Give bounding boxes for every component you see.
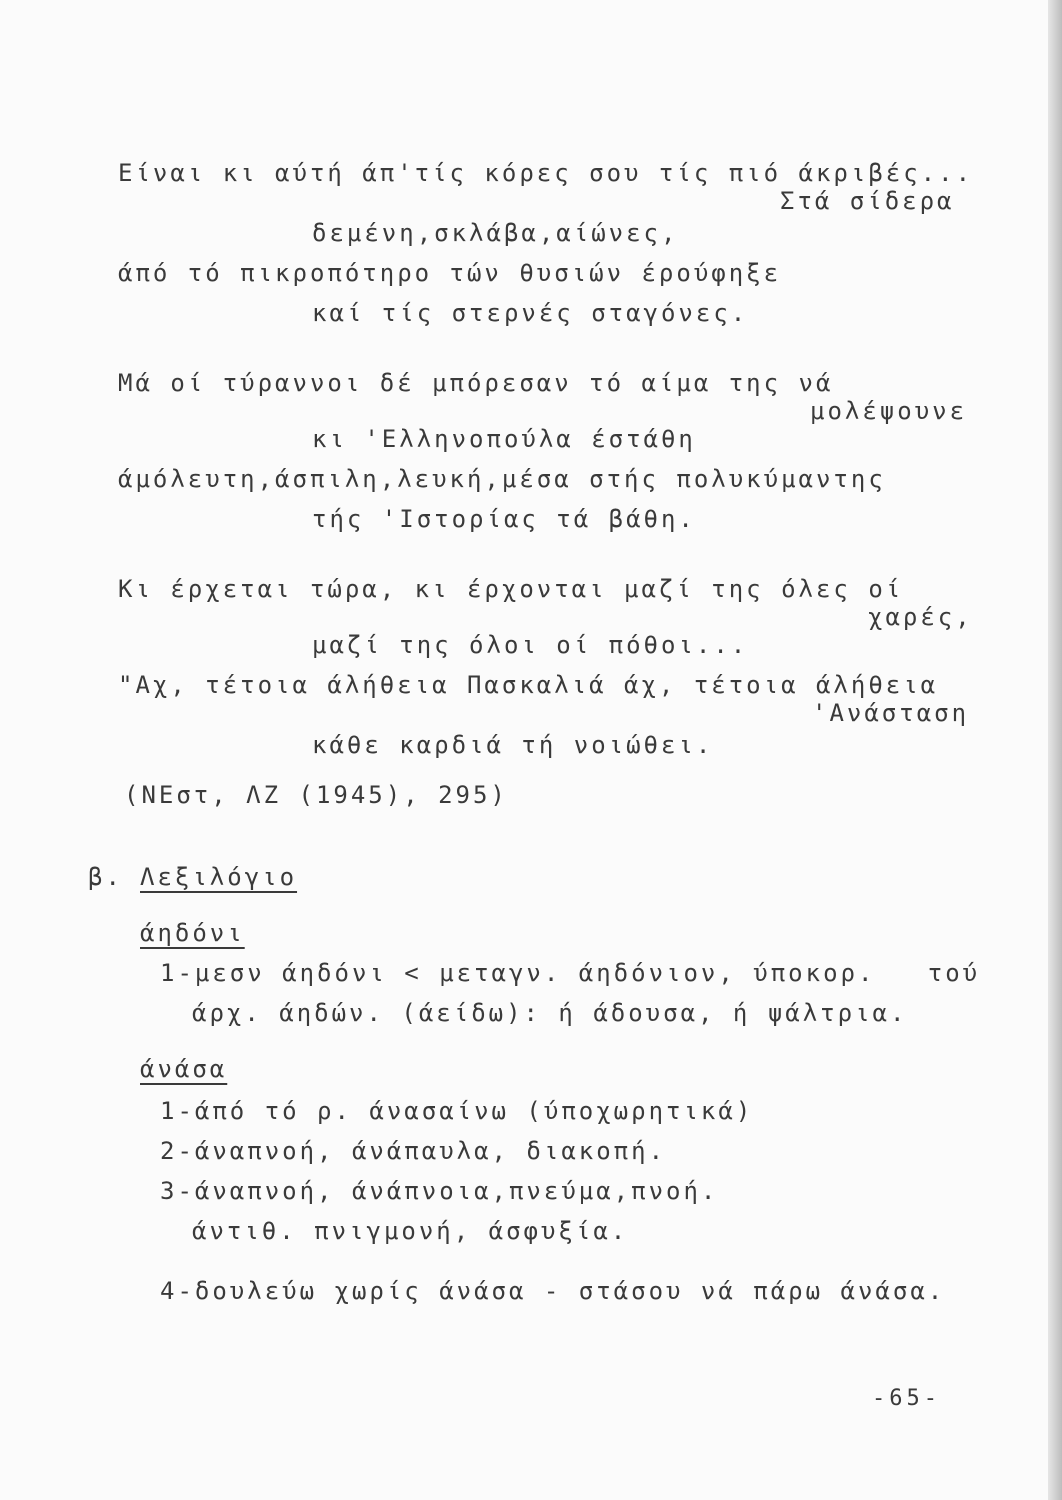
entry-line: άρχ. άηδών. (άείδω): ή άδουσα, ή ψάλτρια. bbox=[192, 999, 908, 1027]
entry-line: 4-δουλεύω χωρίς άνάσα - στάσου νά πάρω άνάσα. bbox=[160, 1277, 946, 1305]
entry-line: 3-άναπνοή, άνάπνοια,πνεύμα,πνοή. bbox=[160, 1177, 719, 1205]
poem-line: άμόλευτη,άσπιλη,λευκή,μέσα στής πολυκύμαντης bbox=[118, 465, 886, 493]
entry-line: 1-μεσν άηδόνι < μεταγν. άηδόνιον, ύποκορ. τού bbox=[160, 959, 981, 987]
poem-line: δεμένη,σκλάβα,αίώνες, bbox=[312, 219, 679, 247]
section-heading: Λεξιλόγιο bbox=[140, 863, 298, 891]
poem-line: κάθε καρδιά τή νοιώθει. bbox=[312, 731, 714, 759]
poem-line: χαρές, bbox=[868, 603, 973, 631]
poem-line: άπό τό πικροπότηρο τών θυσιών έρούφηξε bbox=[118, 259, 782, 287]
entry-line: 2-άναπνοή, άνάπαυλα, διακοπή. bbox=[160, 1137, 667, 1165]
page-number: -65- bbox=[872, 1386, 941, 1411]
poem-line: Στά σίδερα bbox=[780, 187, 955, 215]
poem-line: τής 'Ιστορίας τά βάθη. bbox=[312, 505, 696, 533]
poem-line: μολέψουνε bbox=[810, 397, 968, 425]
poem-line: Είναι κι αύτή άπ'τίς κόρες σου τίς πιό άκριβές... bbox=[118, 159, 974, 187]
entry-headword: άνάσα bbox=[140, 1055, 228, 1083]
poem-line: μαζί της όλοι οί πόθοι... bbox=[312, 631, 749, 659]
poem-line: 'Ανάσταση bbox=[812, 699, 970, 727]
section-heading-prefix: β. bbox=[88, 863, 123, 891]
poem-line: καί τίς στερνές σταγόνες. bbox=[312, 299, 749, 327]
poem-line: κι 'Ελληνοπούλα έστάθη bbox=[312, 425, 696, 453]
entry-line: 1-άπό τό ρ. άνασαίνω (ύποχωρητικά) bbox=[160, 1097, 754, 1125]
poem-line: Μά οί τύραννοι δέ μπόρεσαν τό αίμα της νά bbox=[118, 369, 834, 397]
page-edge-shadow bbox=[1048, 0, 1062, 1500]
entry-line: άντιθ. πνιγμονή, άσφυξία. bbox=[192, 1217, 629, 1245]
poem-line: Κι έρχεται τώρα, κι έρχονται μαζί της όλες οί bbox=[118, 575, 904, 603]
poem-line: "Αχ, τέτοια άλήθεια Πασκαλιά άχ, τέτοια άλήθεια bbox=[118, 671, 939, 699]
entry-headword: άηδόνι bbox=[140, 919, 245, 947]
poem-source: (ΝΕστ, ΛΖ (1945), 295) bbox=[124, 781, 508, 809]
